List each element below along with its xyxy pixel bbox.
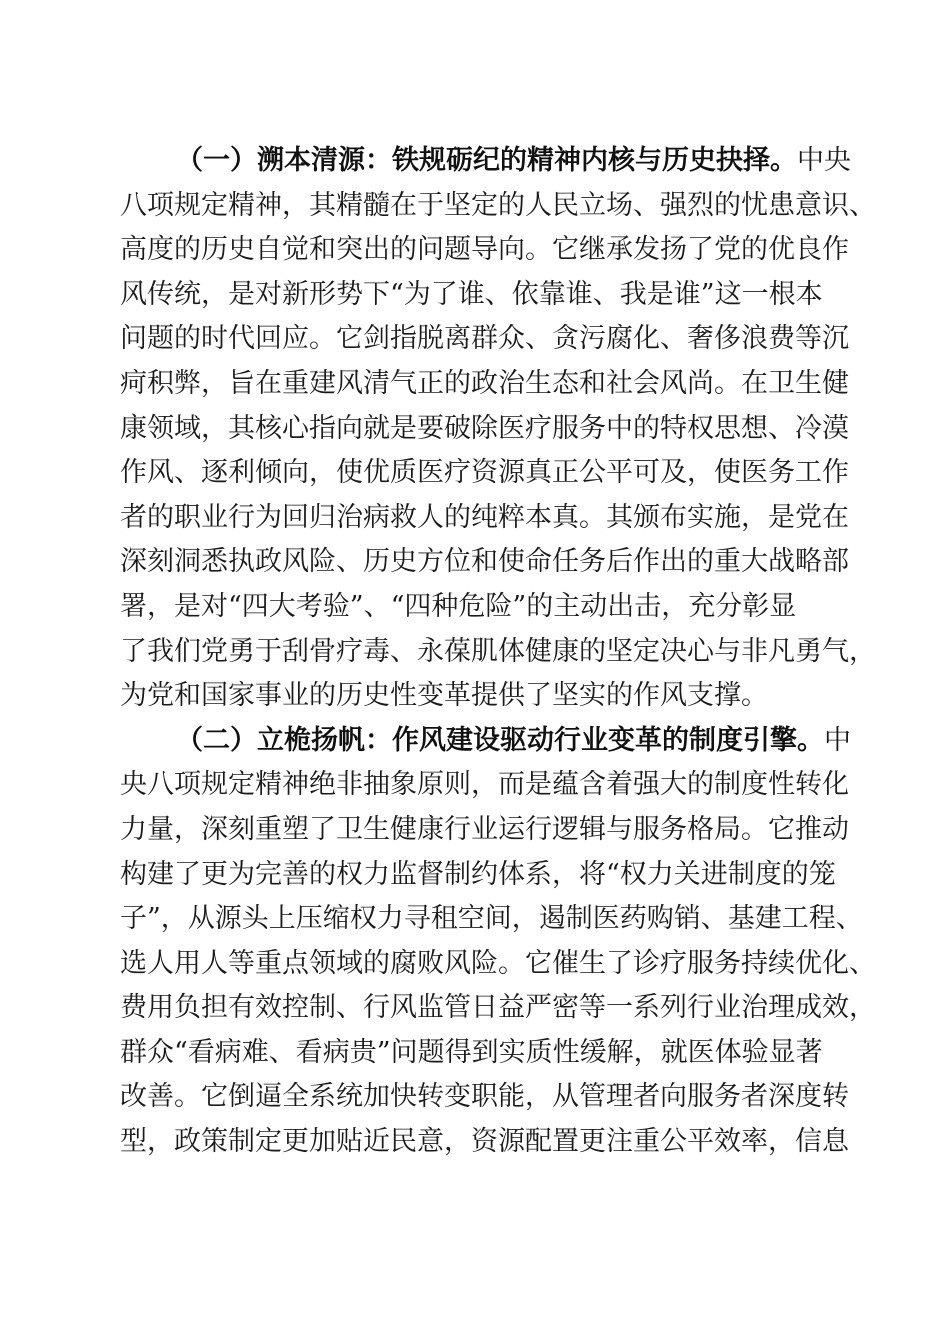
paragraph-1-line: 八项规定精神，其精髓在于坚定的人民立场、强烈的忧患意识、 bbox=[120, 189, 876, 221]
paragraph-2-lead-text: 中 bbox=[824, 724, 851, 756]
paragraph-1-line: 风传统，是对新形势下“为了谁、依靠谁、我是谁”这一根本 bbox=[120, 278, 823, 310]
paragraph-1-lead-text: 中央 bbox=[797, 145, 851, 176]
paragraph-2-line: 型，政策制定更加贴近民意，资源配置更注重公平效率，信息 bbox=[120, 1126, 849, 1158]
paragraph-2-line: 子”，从源头上压缩权力寻租空间，遏制医药购销、基建工程、 bbox=[120, 903, 863, 935]
paragraph-2-line: 选人用人等重点领域的腐败风险。它催生了诊疗服务持续优化、 bbox=[120, 947, 876, 979]
paragraph-1-line: 署，是对“四大考验”、“四种危险”的主动出击，充分彰显 bbox=[120, 590, 797, 622]
paragraph-2-line: 费用负担有效控制、行风监管日益严密等一系列行业治理成效， bbox=[120, 992, 876, 1024]
paragraph-1-line: 高度的历史自觉和突出的问题导向。它继承发扬了党的优良作 bbox=[120, 234, 849, 266]
paragraph-2-line: 改善。它倒逼全系统加快转变职能，从管理者向服务者深度转 bbox=[120, 1081, 849, 1113]
paragraph-2-line: 央八项规定精神绝非抽象原则，而是蕴含着强大的制度性转化 bbox=[120, 769, 849, 801]
paragraph-2-line: 构建了更为完善的权力监督制约体系，将“权力关进制度的笼 bbox=[120, 858, 836, 890]
paragraph-1-line: 康领域，其核心指向就是要破除医疗服务中的特权思想、冷漠 bbox=[120, 412, 849, 444]
paragraph-2-first-line bbox=[120, 719, 851, 764]
section-heading-1: （一）溯本清源：铁规砺纪的精神内核与历史抉择。 bbox=[176, 145, 797, 176]
paragraph-1-line: 深刻洞悉执政风险、历史方位和使命任务后作出的重大战略部 bbox=[120, 546, 849, 578]
paragraph-1-first-line bbox=[120, 139, 851, 184]
paragraph-2-line: 群众“看病难、看病贵”问题得到实质性缓解，就医体验显著 bbox=[120, 1036, 823, 1068]
section-heading-2: （二）立桅扬帆：作风建设驱动行业变革的制度引擎。 bbox=[176, 724, 824, 756]
document-body bbox=[120, 139, 876, 1165]
paragraph-1-line: 作风、逐利倾向，使优质医疗资源真正公平可及，使医务工作 bbox=[120, 457, 849, 489]
paragraph-1-line: 疴积弊，旨在重建风清气正的政治生态和社会风尚。在卫生健 bbox=[120, 367, 849, 399]
paragraph-2-line: 力量，深刻重塑了卫生健康行业运行逻辑与服务格局。它推动 bbox=[120, 813, 849, 845]
paragraph-1-line: 了我们党勇于刮骨疗毒、永葆肌体健康的坚定决心与非凡勇气， bbox=[120, 635, 876, 667]
paragraph-1-line: 者的职业行为回归治病救人的纯粹本真。其颁布实施，是党在 bbox=[120, 501, 849, 533]
paragraph-1-line: 问题的时代回应。它剑指脱离群众、贪污腐化、奢侈浪费等沉 bbox=[120, 323, 849, 355]
paragraph-1-line: 为党和国家事业的历史性变革提供了坚实的作风支撑。 bbox=[120, 680, 768, 712]
